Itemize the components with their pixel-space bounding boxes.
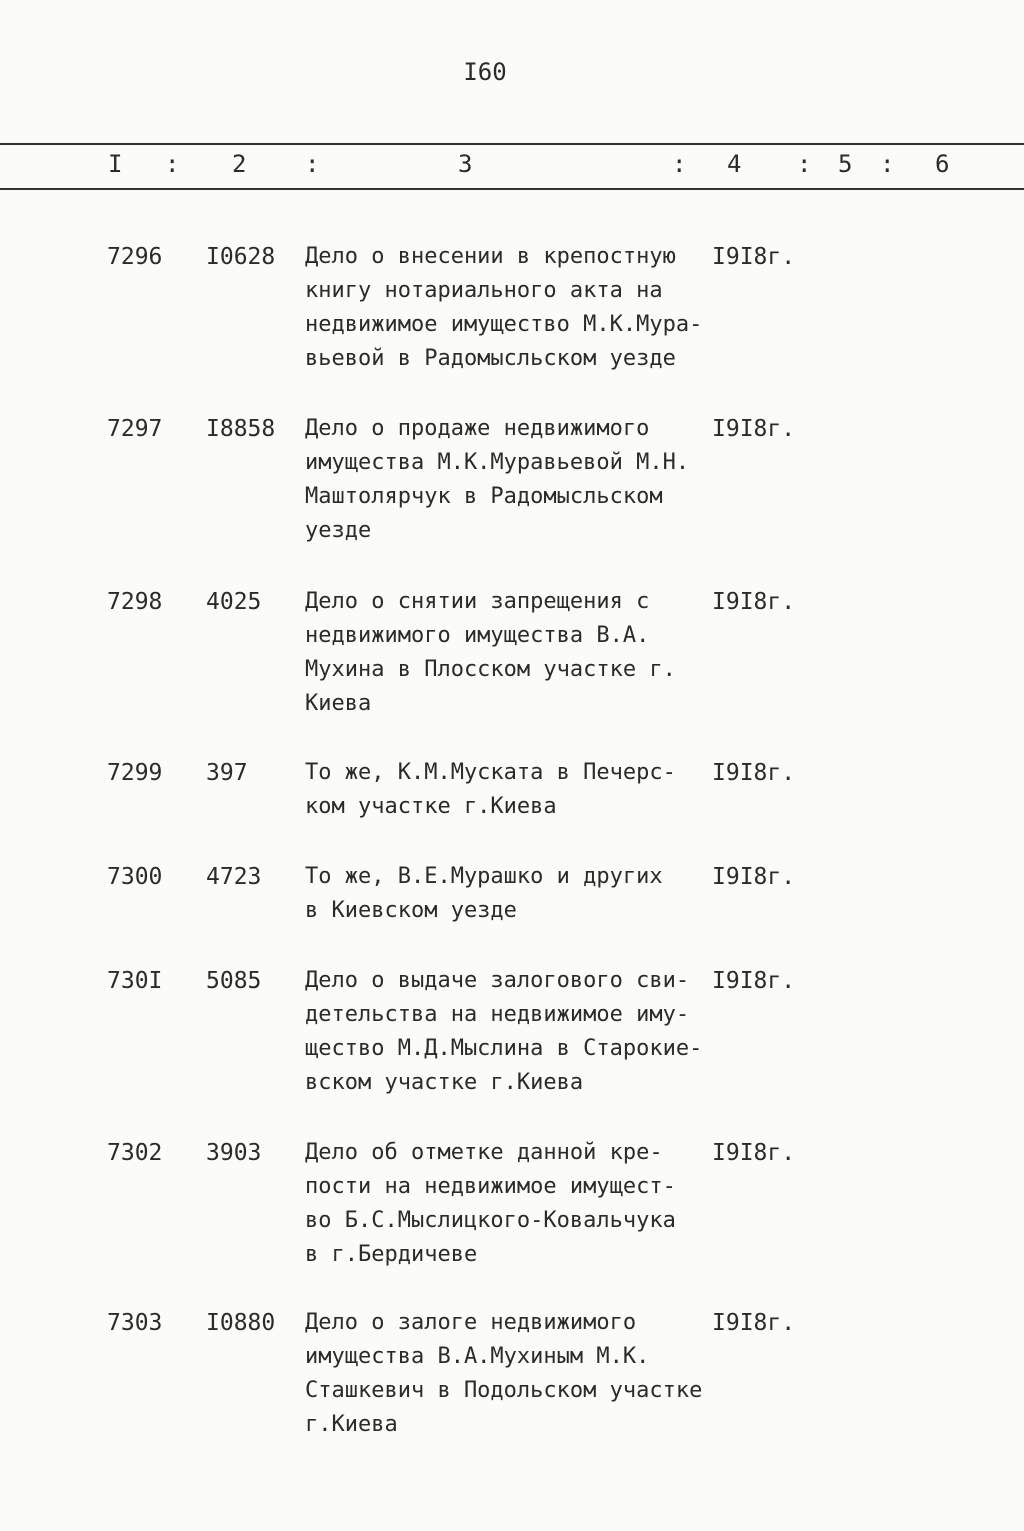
header-col-2: 2 xyxy=(232,150,247,178)
header-col-6: 6 xyxy=(935,150,950,178)
entry-title: Дело об отметке данной кре- пости на недвижимое имущест- во Б.С.Мыслицкого-Ковальчука в г.Бердичеве xyxy=(305,1140,676,1267)
entry-year: I9I8г. xyxy=(712,1310,796,1336)
entry-inventory: 3903 xyxy=(206,1140,262,1166)
entry-number: 730I xyxy=(107,968,163,994)
entry-title: Дело о внесении в крепостную книгу нотариального акта на недвижимое имущество М.К.Мура- вьевой в Радомысльском уезде xyxy=(305,244,703,371)
entry-year: I9I8г. xyxy=(712,864,796,890)
entry-inventory: I0880 xyxy=(206,1310,276,1336)
entry-year: I9I8г. xyxy=(712,416,796,442)
entry-title: Дело о продаже недвижимого имущества М.К.Муравьевой М.Н. Маштолярчук в Радомысльском уезде xyxy=(305,416,690,543)
entry-inventory: I8858 xyxy=(206,416,276,442)
entry-number: 7299 xyxy=(107,760,163,786)
entry-title: Дело о выдаче залогового сви- детельства на недвижимое иму- щество М.Д.Мыслина в Старокие- вском участке г.Киева xyxy=(305,968,703,1095)
entry-year: I9I8г. xyxy=(712,589,796,615)
entry-number: 7300 xyxy=(107,864,163,890)
entry-number: 7296 xyxy=(107,244,163,270)
entry-number: 7298 xyxy=(107,589,163,615)
entry-title: Дело о снятии запрещения с недвижимого имущества В.А. Мухина в Плосском участке г. Киева xyxy=(305,589,676,716)
entry-inventory: I0628 xyxy=(206,244,276,270)
header-separator: : xyxy=(672,150,687,178)
header-col-4: 4 xyxy=(727,150,742,178)
entry-number: 7297 xyxy=(107,416,163,442)
header-top-rule xyxy=(0,143,1024,145)
entry-inventory: 397 xyxy=(206,760,248,786)
entry-year: I9I8г. xyxy=(712,244,796,270)
header-col-3: 3 xyxy=(458,150,473,178)
entry-year: I9I8г. xyxy=(712,760,796,786)
header-separator: : xyxy=(165,150,180,178)
header-col-5: 5 xyxy=(838,150,853,178)
entry-year: I9I8г. xyxy=(712,1140,796,1166)
header-bottom-rule xyxy=(0,188,1024,190)
entry-inventory: 4025 xyxy=(206,589,262,615)
entry-year: I9I8г. xyxy=(712,968,796,994)
entry-number: 7302 xyxy=(107,1140,163,1166)
header-separator: : xyxy=(880,150,895,178)
entry-title: Дело о залоге недвижимого имущества В.А.Мухиным М.К. Сташкевич в Подольском участке г.Киева xyxy=(305,1310,703,1437)
page-number: I60 xyxy=(463,58,507,86)
header-col-1: I xyxy=(108,150,123,178)
header-separator: : xyxy=(797,150,812,178)
entry-inventory: 4723 xyxy=(206,864,262,890)
entry-inventory: 5085 xyxy=(206,968,262,994)
entry-title: То же, В.Е.Мурашко и других в Киевском уезде xyxy=(305,864,663,923)
header-separator: : xyxy=(305,150,320,178)
entry-title: То же, К.М.Муската в Печерс- ком участке г.Киева xyxy=(305,760,676,819)
entry-number: 7303 xyxy=(107,1310,163,1336)
